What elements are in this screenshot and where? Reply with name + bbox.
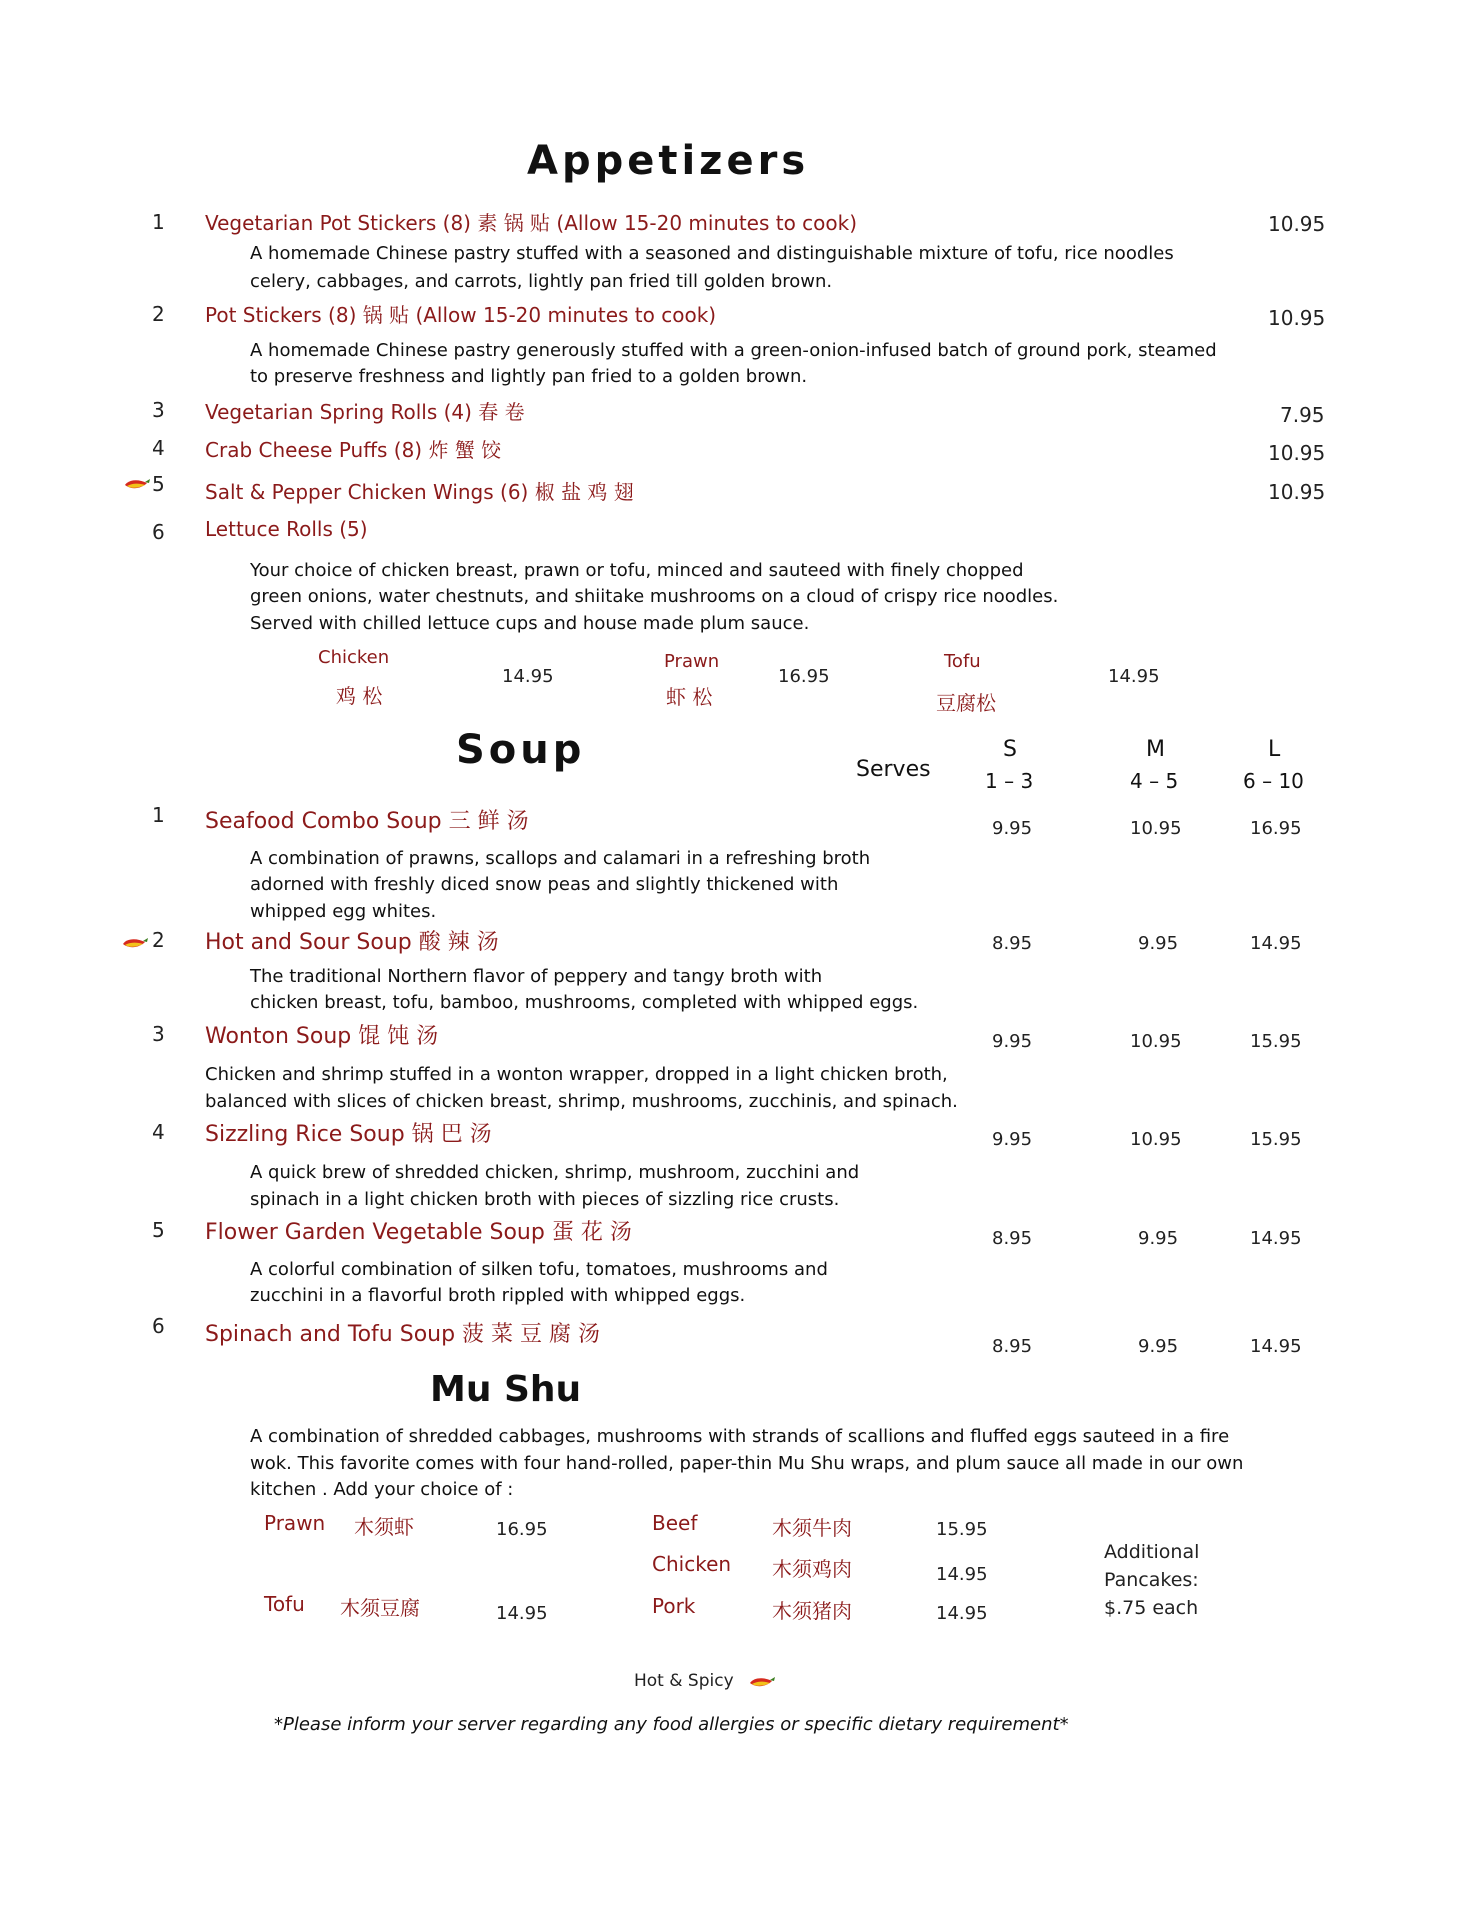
item-description: A colorful combination of silken tofu, tomatoes, mushrooms and	[250, 1259, 828, 1280]
item-description: zucchini in a flavorful broth rippled with whipped eggs.	[250, 1285, 746, 1306]
item-price: 10.95	[1268, 441, 1326, 465]
option-chinese: 豆腐松	[936, 691, 996, 715]
option-name: Prawn	[664, 651, 720, 672]
item-description: chicken breast, tofu, bamboo, mushrooms, completed with whipped eggs.	[250, 992, 919, 1013]
soup-title: Soup	[456, 727, 586, 773]
option-name: Chicken	[318, 647, 390, 668]
item-number: 1	[152, 210, 165, 234]
item-number: 3	[152, 1022, 165, 1046]
mushu-option-name: Chicken	[652, 1552, 732, 1576]
size-l-serves: 6 – 10	[1243, 769, 1304, 793]
menu-item-name: Vegetarian Pot Stickers (8) 素 锅 贴 (Allow 15-20 minutes to cook)	[205, 211, 858, 235]
option-price: 16.95	[778, 666, 830, 687]
mushu-description: A combination of shredded cabbages, mushrooms with strands of scallions and fluffed eggs sauteed in a fire	[250, 1426, 1230, 1447]
price-small: 8.95	[992, 933, 1033, 954]
additional-label: Additional	[1104, 1541, 1200, 1563]
item-price: 10.95	[1268, 480, 1326, 504]
item-description: A homemade Chinese pastry stuffed with a seasoned and distinguishable mixture of tofu, rice noodles	[250, 243, 1174, 264]
item-number: 4	[152, 436, 165, 460]
appetizers-title: Appetizers	[527, 138, 810, 184]
price-medium: 9.95	[1138, 933, 1179, 954]
price-large: 15.95	[1250, 1129, 1302, 1150]
price-medium: 10.95	[1130, 1129, 1182, 1150]
item-number: 4	[152, 1120, 165, 1144]
price-small: 9.95	[992, 1129, 1033, 1150]
item-description: green onions, water chestnuts, and shiitake mushrooms on a cloud of crispy rice noodles.	[250, 586, 1059, 607]
mushu-option-chinese: 木须猪肉	[772, 1599, 852, 1623]
item-number: 6	[152, 520, 165, 544]
mushu-option-price: 16.95	[496, 1519, 548, 1540]
chili-pepper-icon	[121, 936, 151, 952]
price-small: 8.95	[992, 1228, 1033, 1249]
menu-item-name: Hot and Sour Soup 酸 辣 汤	[205, 930, 499, 955]
item-description: A quick brew of shredded chicken, shrimp, mushroom, zucchini and	[250, 1162, 860, 1183]
mushu-option-price: 14.95	[936, 1603, 988, 1624]
item-price: 10.95	[1268, 212, 1326, 236]
menu-item-name: Lettuce Rolls (5)	[205, 517, 368, 541]
item-number: 2	[152, 928, 165, 952]
menu-item-name: Sizzling Rice Soup 锅 巴 汤	[205, 1122, 492, 1147]
menu-item-name: Vegetarian Spring Rolls (4) 春 卷	[205, 400, 525, 424]
item-description: A homemade Chinese pastry generously stuffed with a green-onion-infused batch of ground pork, steamed	[250, 340, 1217, 361]
item-number: 3	[152, 398, 165, 422]
option-name: Tofu	[944, 651, 981, 672]
menu-item-name: Wonton Soup 馄 饨 汤	[205, 1024, 439, 1049]
option-chinese: 虾 松	[666, 685, 713, 709]
item-description: The traditional Northern flavor of peppery and tangy broth with	[250, 966, 823, 987]
price-small: 9.95	[992, 1031, 1033, 1052]
option-price: 14.95	[1108, 666, 1160, 687]
allergy-notice: *Please inform your server regarding any food allergies or specific dietary requirement*	[274, 1714, 1069, 1735]
chili-pepper-icon	[748, 1675, 778, 1691]
mushu-option-chinese: 木须豆腐	[340, 1596, 420, 1620]
menu-item-name: Salt & Pepper Chicken Wings (6) 椒 盐 鸡 翅	[205, 480, 634, 504]
item-number: 5	[152, 472, 165, 496]
mushu-option-name: Prawn	[264, 1511, 326, 1535]
price-medium: 10.95	[1130, 818, 1182, 839]
mushu-option-chinese: 木须牛肉	[772, 1516, 852, 1540]
mushu-option-chinese: 木须虾	[354, 1515, 414, 1539]
menu-item-name: Spinach and Tofu Soup 菠 菜 豆 腐 汤	[205, 1322, 601, 1347]
menu-item-name: Pot Stickers (8) 锅 贴 (Allow 15-20 minutes to cook)	[205, 303, 717, 327]
item-description: Your choice of chicken breast, prawn or tofu, minced and sauteed with finely chopped	[250, 560, 1024, 581]
menu-item-name: Flower Garden Vegetable Soup 蛋 花 汤	[205, 1220, 632, 1245]
size-l-label: L	[1268, 737, 1281, 762]
item-number: 1	[152, 803, 165, 827]
option-price: 14.95	[502, 666, 554, 687]
mushu-option-chinese: 木须鸡肉	[772, 1557, 852, 1581]
option-chinese: 鸡 松	[336, 684, 383, 708]
size-s-serves: 1 – 3	[985, 769, 1034, 793]
menu-item-name: Crab Cheese Puffs (8) 炸 蟹 饺	[205, 438, 502, 462]
item-description: spinach in a light chicken broth with pieces of sizzling rice crusts.	[250, 1189, 840, 1210]
mushu-description: wok. This favorite comes with four hand-rolled, paper-thin Mu Shu wraps, and plum sauce all made in our own	[250, 1453, 1244, 1474]
price-large: 16.95	[1250, 818, 1302, 839]
mushu-description: kitchen . Add your choice of :	[250, 1479, 514, 1500]
item-description: celery, cabbages, and carrots, lightly pan fried till golden brown.	[250, 271, 833, 292]
item-description: A combination of prawns, scallops and calamari in a refreshing broth	[250, 848, 871, 869]
item-price: 10.95	[1268, 306, 1326, 330]
item-description: adorned with freshly diced snow peas and slightly thickened with	[250, 874, 839, 895]
mushu-option-price: 14.95	[496, 1603, 548, 1624]
mushu-option-price: 15.95	[936, 1519, 988, 1540]
item-description: balanced with slices of chicken breast, shrimp, mushrooms, zucchinis, and spinach.	[205, 1091, 958, 1112]
price-medium: 9.95	[1138, 1336, 1179, 1357]
size-m-serves: 4 – 5	[1130, 769, 1179, 793]
mushu-option-name: Pork	[652, 1594, 696, 1618]
menu-item-name: Seafood Combo Soup 三 鲜 汤	[205, 809, 529, 834]
mushu-title: Mu Shu	[430, 1369, 582, 1410]
price-small: 8.95	[992, 1336, 1033, 1357]
price-small: 9.95	[992, 818, 1033, 839]
size-s-label: S	[1003, 737, 1017, 762]
item-description: Served with chilled lettuce cups and house made plum sauce.	[250, 613, 810, 634]
additional-price: $.75 each	[1104, 1597, 1199, 1619]
price-large: 15.95	[1250, 1031, 1302, 1052]
price-large: 14.95	[1250, 1228, 1302, 1249]
mushu-option-price: 14.95	[936, 1564, 988, 1585]
item-price: 7.95	[1280, 403, 1325, 427]
hot-spicy-legend: Hot & Spicy	[634, 1671, 734, 1691]
price-medium: 10.95	[1130, 1031, 1182, 1052]
price-medium: 9.95	[1138, 1228, 1179, 1249]
additional-label: Pancakes:	[1104, 1569, 1199, 1591]
item-description: Chicken and shrimp stuffed in a wonton wrapper, dropped in a light chicken broth,	[205, 1064, 948, 1085]
price-large: 14.95	[1250, 933, 1302, 954]
size-m-label: M	[1146, 737, 1165, 762]
item-number: 2	[152, 302, 165, 326]
mushu-option-name: Beef	[652, 1511, 698, 1535]
item-description: to preserve freshness and lightly pan fried to a golden brown.	[250, 366, 808, 387]
chili-pepper-icon	[123, 477, 153, 493]
price-large: 14.95	[1250, 1336, 1302, 1357]
serves-label: Serves	[856, 757, 931, 782]
item-description: whipped egg whites.	[250, 901, 437, 922]
mushu-option-name: Tofu	[264, 1592, 305, 1616]
item-number: 5	[152, 1218, 165, 1242]
item-number: 6	[152, 1314, 165, 1338]
